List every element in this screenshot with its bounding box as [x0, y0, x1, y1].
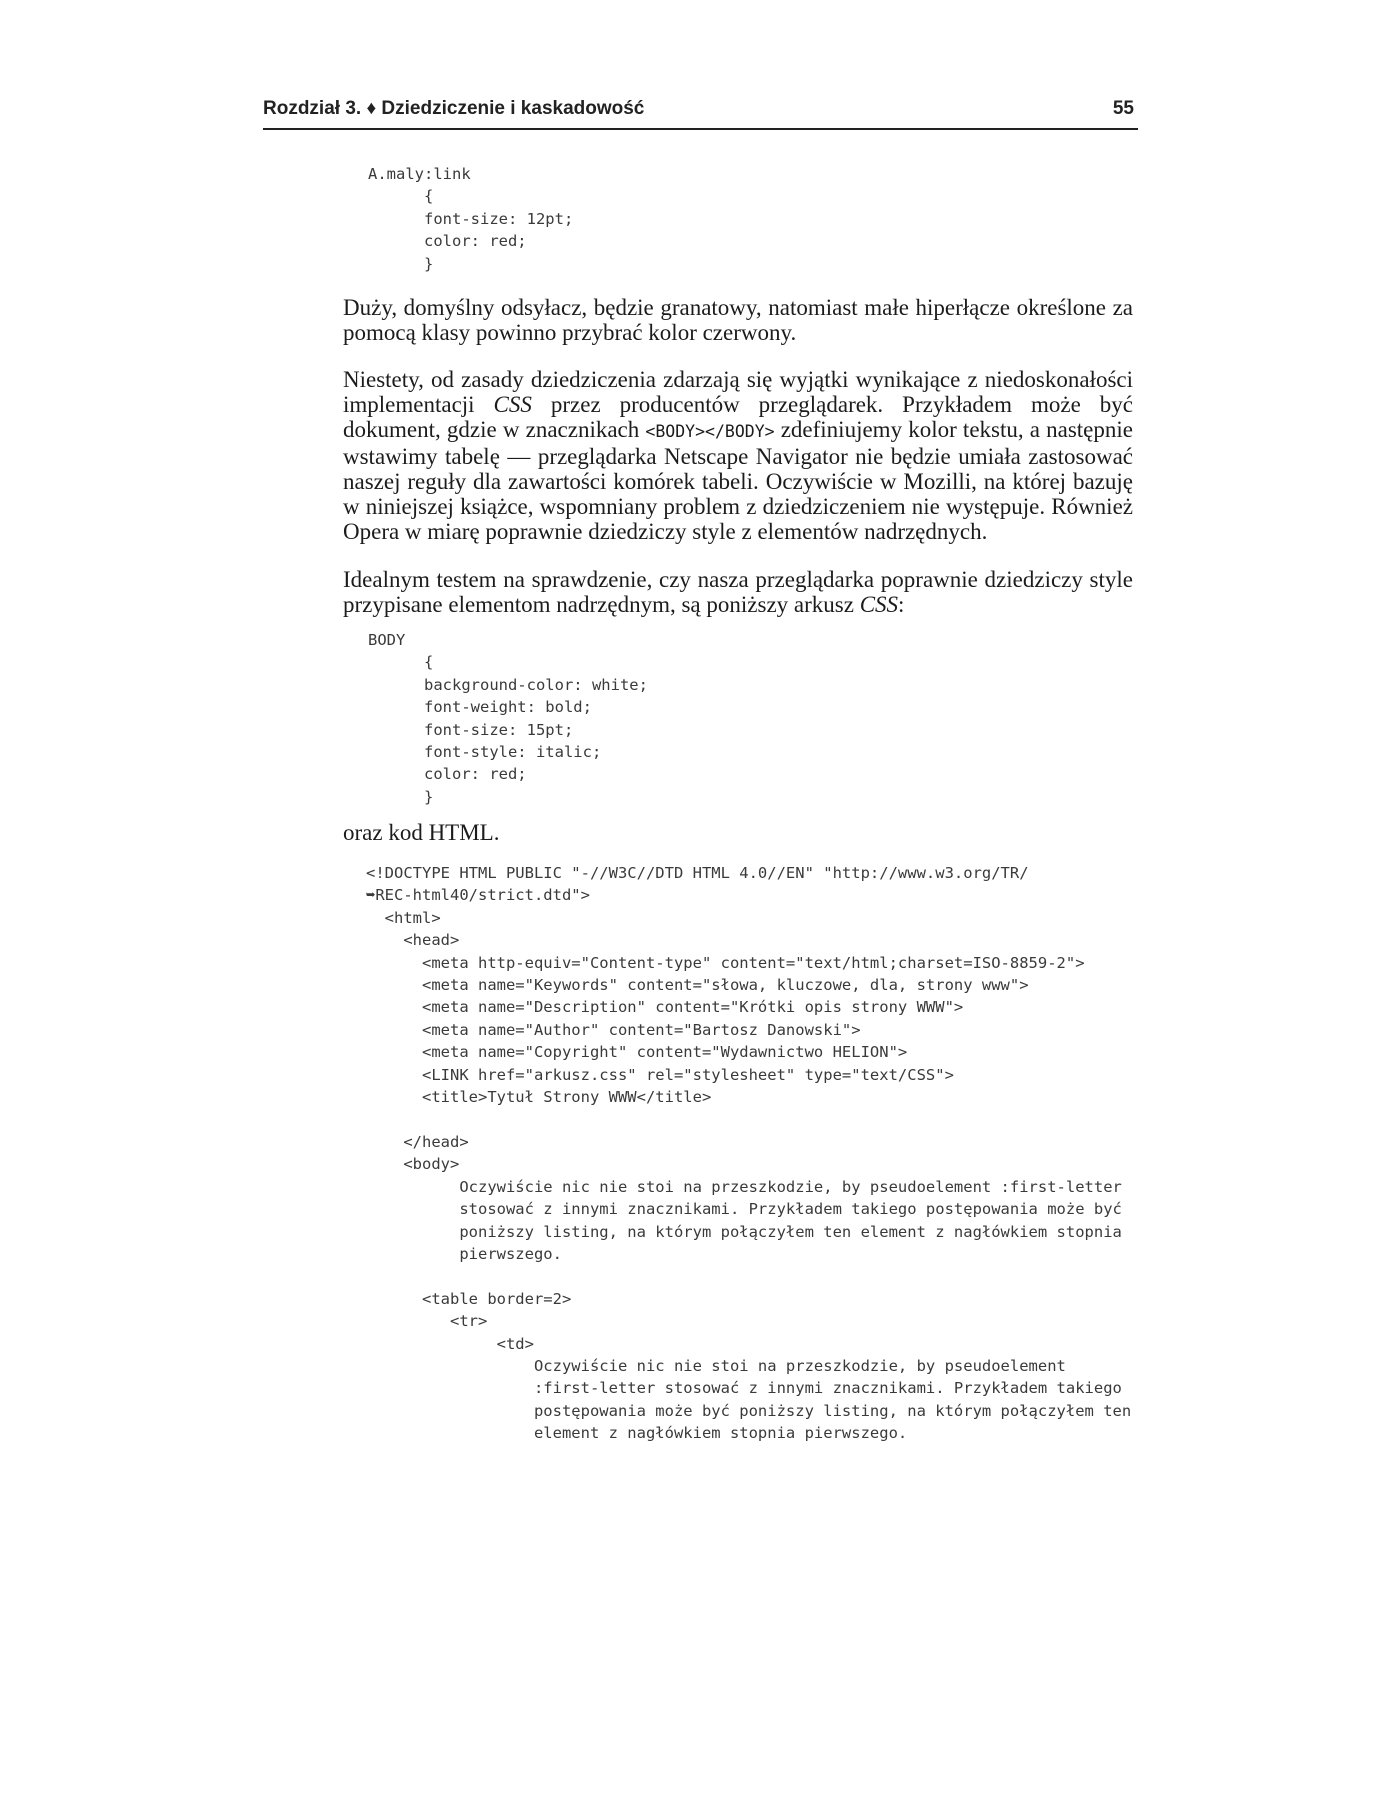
css-term: CSS: [493, 392, 532, 417]
chapter-title: Rozdział 3. ♦ Dziedziczenie i kaskadowość: [263, 98, 645, 119]
paragraph-text: Niestety, od zasady dziedziczenia zdarzają się wyjątki wynikające z niedoskonałości implementacji: [343, 367, 1133, 417]
paragraph-text: zdefiniujemy kolor tekstu, a następnie wstawimy tabelę — przeglądarka Netscape Navigator nie będzie umiała zastosować naszej reguły dla zawartości komórek tabeli. Oczywiście w Mozilli, na której bazuję w niniejszej książce, wspomniany problem z dziedziczeniem nie występuje. Również Opera w miarę poprawnie dziedziczy style z elementów nadrzędnych.: [343, 417, 1133, 544]
paragraph-text: :: [898, 592, 905, 617]
paragraph-text: Idealnym testem na sprawdzenie, czy nasza przeglądarka poprawnie dziedziczy style przypisane elementom nadrzędnym, są poniższy arkusz: [343, 567, 1133, 617]
running-header: [263, 98, 1138, 130]
code-block-css-body: BODY { background-color: white; font-weight: bold; font-size: 15pt; font-style: italic; color: red; }: [368, 631, 648, 806]
css-term: CSS: [859, 592, 899, 617]
page-number: 55: [1112, 98, 1134, 119]
paragraph-inheritance-exceptions: [343, 367, 1133, 544]
inline-code-tag: <BODY></BODY>: [645, 422, 775, 441]
paragraph-text: przez producentów przeglądarek. Przykładem może być dokument, gdzie w znacznikach: [343, 392, 1133, 442]
code-block-html: <!DOCTYPE HTML PUBLIC "-//W3C//DTD HTML 4.0//EN" "http://www.w3.org/TR/ ➥REC-html40/strict.dtd"> <html> <head> <meta http-equiv="Content-type" content="text/html;charset=ISO-8859-2"> <meta name="Keywords" content="słowa, kluczowe, dla, strony www"> <meta name="Description" content="Krótki opis strony WWW"> <meta name="Author" content="Bartosz Danowski"> <meta name="Copyright" content="Wydawnictwo HELION"> <LINK href="arkusz.css" rel="stylesheet" type="text/CSS"> <title>Tytuł Strony WWW</title> </head> <body> Oczywiście nic nie stoi na przeszkodzie, by pseudoelement :first-letter stosować z innymi znacznikami. Przykładem takiego postępowania może być poniższy listing, na którym połączyłem ten element z nagłówkiem stopnia pierwszego. <table border=2> <tr> <td> Oczywiście nic nie stoi na przeszkodzie, by pseudoelement :first-letter stosować z innymi znacznikami. Przykładem takiego postępowania może być poniższy listing, na którym połączyłem ten element z nagłówkiem stopnia pierwszego.: [366, 864, 1132, 1443]
code-block-css-link: A.maly:link { font-size: 12pt; color: red; }: [368, 165, 574, 273]
paragraph-html-intro: oraz kod HTML.: [343, 820, 500, 845]
paragraph-test-intro: [343, 567, 1133, 617]
paragraph-link-colors: Duży, domyślny odsyłacz, będzie granatowy, natomiast małe hiperłącze określone za pomocą klasy powinno przybrać kolor czerwony.: [343, 295, 1133, 345]
